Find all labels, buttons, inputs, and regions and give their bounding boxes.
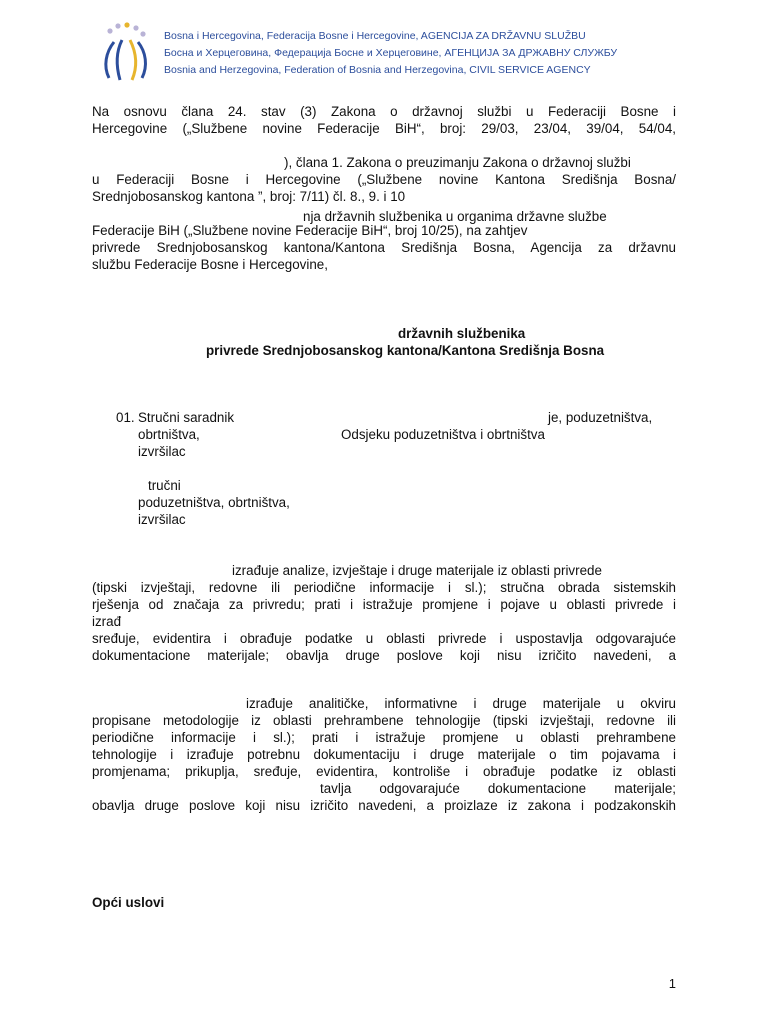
intro-line: Na osnovu člana 24. stav (3) Zakona o državnoj službi u Federaciji Bosne i	[92, 104, 676, 119]
position-department: je, poduzetništva,	[548, 410, 653, 425]
page-number: 1	[668, 976, 676, 991]
duties-line: izrađ	[92, 614, 122, 629]
duties-line: dokumentacione materijale; obavlja druge poslove koji nisu izričito navedeni, a	[92, 648, 676, 663]
heading-line: privrede Srednjobosanskog kantona/Kantona Središnja Bosna	[206, 343, 605, 358]
duties-line: sređuje, evidentira i obrađuje podatke u oblasti privrede i uspostavlja odgovarajuće	[92, 631, 676, 646]
agency-name-cyrillic: Босна и Херцеговина, Федерација Босне и Херцеговине, АГЕНЦИЈА ЗА ДРЖАВНУ СЛУЖБУ	[164, 47, 618, 59]
document-header	[100, 22, 640, 84]
duties-line: propisane metodologije iz oblasti prehrambene tehnologije (tipski izvještaji, redovne ili	[92, 713, 676, 728]
agency-name-english: Bosnia and Herzegovina, Federation of Bosnia and Herzegovina, CIVIL SERVICE AGENCY	[164, 64, 591, 76]
position-title: Stručni saradnik	[138, 410, 235, 425]
intro-line: privrede Srednjobosanskog kantona/Kantona Središnja Bosna, Agencija za državnu	[92, 240, 676, 255]
duties-line: izrađuje analize, izvještaje i druge materijale iz oblasti privrede	[232, 563, 602, 578]
position-text: izvršilac	[138, 444, 186, 459]
duties-line: tehnologije i izrađuje potrebnu dokumentaciju i druge materijale o tim pojavama i	[92, 747, 676, 762]
duties-line: promjenama; prikuplja, sređuje, evidentira, kontroliše i obrađuje podatke iz oblasti	[92, 764, 676, 779]
agency-name-bosnian: Bosna i Hercegovina, Federacija Bosne i Hercegovine, AGENCIJA ZA DRŽAVNU SLUŽBU	[164, 30, 586, 42]
duties-line: rješenja od značaja za privredu; prati i istražuje promjene i pojave u oblasti privrede i	[92, 597, 676, 612]
duties-line: tavlja odgovarajuće dokumentacione materijale;	[320, 781, 676, 796]
position-text: tručni	[148, 478, 181, 493]
intro-line: Federacije BiH („Službene novine Federacije BiH“, broj 10/25), na zahtjev	[92, 223, 528, 238]
position-text: obrtništva,	[138, 427, 200, 442]
intro-line: ), člana 1. Zakona o preuzimanju Zakona o državnoj službi	[284, 155, 631, 170]
duties-line: periodične informacije i sl.); prati i istražuje promjene u oblasti prehrambene	[92, 730, 676, 745]
intro-line: Hercegovine („Službene novine Federacije BiH“, broj: 29/03, 23/04, 39/04, 54/04,	[92, 121, 676, 136]
intro-line: službu Federacije Bosne i Hercegovine,	[92, 257, 328, 272]
duties-line: izrađuje analitičke, informativne i druge materijale u okviru	[246, 696, 676, 711]
duties-line: (tipski izvještaji, redovne ili periodične informacije i sl.); stručna obrada sistemskih	[92, 580, 676, 595]
section-title-general: Opći uslovi	[92, 895, 165, 910]
agency-name-lines	[164, 28, 617, 79]
agency-logo-icon	[100, 22, 150, 84]
intro-line: nja državnih službenika u organima državne službe	[303, 209, 607, 224]
intro-line: Srednjobosanskog kantona ”, broj: 7/11) čl. 8., 9. i 10	[92, 189, 406, 204]
position-text: poduzetništva, obrtništva,	[138, 495, 290, 510]
intro-line: u Federaciji Bosne i Hercegovine („Službene novine Kantona Središnja Bosna/	[92, 172, 676, 187]
position-text: izvršilac	[138, 512, 186, 527]
duties-line: obavlja druge poslove koji nisu izričito navedeni, a proizlaze iz zakona i podzakonskih	[92, 798, 676, 813]
position-unit: Odsjeku poduzetništva i obrtništva	[341, 427, 545, 442]
heading-line: državnih službenika	[398, 326, 526, 341]
position-number: 01.	[116, 410, 135, 425]
